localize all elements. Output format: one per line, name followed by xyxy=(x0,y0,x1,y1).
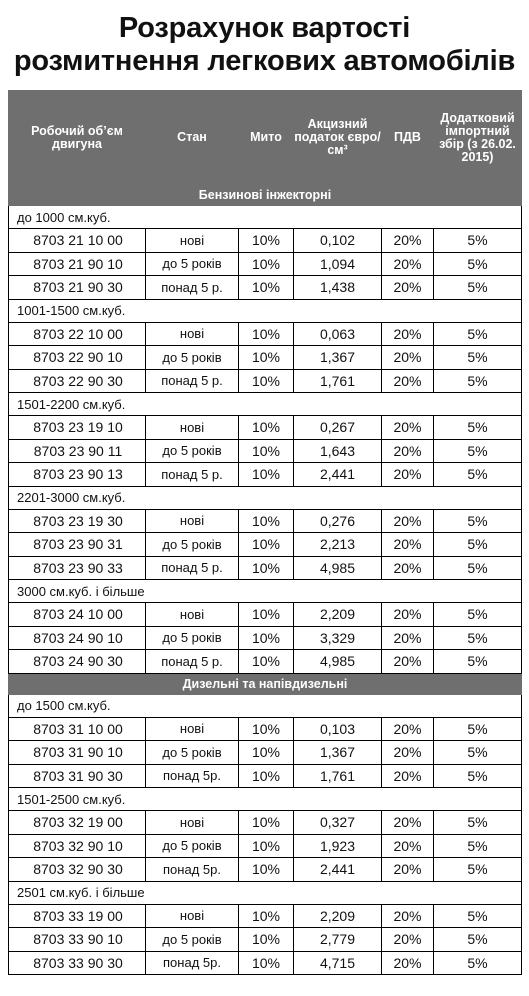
cell-code: 8703 22 90 10 xyxy=(9,346,146,370)
cell-duty: 10% xyxy=(239,717,294,741)
cell-excise: 0,063 xyxy=(294,322,382,346)
cell-vat: 20% xyxy=(382,650,434,674)
cell-excise: 4,715 xyxy=(294,951,382,975)
cell-duty: 10% xyxy=(239,928,294,952)
section-label: Бензинові інжекторні xyxy=(9,185,522,206)
table-row xyxy=(9,556,522,580)
table-row xyxy=(9,346,522,370)
table-row xyxy=(9,322,522,346)
cell-code: 8703 33 90 30 xyxy=(9,951,146,975)
cell-import-fee: 5% xyxy=(434,858,522,882)
cell-code: 8703 23 90 31 xyxy=(9,533,146,557)
cell-code: 8703 23 19 10 xyxy=(9,416,146,440)
cell-condition: нові xyxy=(146,416,239,440)
cell-import-fee: 5% xyxy=(434,509,522,533)
cell-excise: 0,103 xyxy=(294,717,382,741)
cell-excise: 1,643 xyxy=(294,439,382,463)
table-row xyxy=(9,276,522,300)
group-header-row xyxy=(9,299,522,322)
cell-excise: 1,094 xyxy=(294,252,382,276)
header-vat: ПДВ xyxy=(382,91,434,185)
cell-vat: 20% xyxy=(382,252,434,276)
table-row xyxy=(9,626,522,650)
cell-duty: 10% xyxy=(239,858,294,882)
cell-vat: 20% xyxy=(382,717,434,741)
cell-condition: нові xyxy=(146,509,239,533)
cell-import-fee: 5% xyxy=(434,533,522,557)
cell-excise: 1,761 xyxy=(294,369,382,393)
cell-code: 8703 21 90 30 xyxy=(9,276,146,300)
table-row xyxy=(9,858,522,882)
cell-code: 8703 32 90 10 xyxy=(9,834,146,858)
cell-vat: 20% xyxy=(382,322,434,346)
engine-volume-group-label: до 1500 см.куб. xyxy=(9,694,522,717)
cell-vat: 20% xyxy=(382,276,434,300)
cell-duty: 10% xyxy=(239,369,294,393)
cell-import-fee: 5% xyxy=(434,741,522,765)
cell-import-fee: 5% xyxy=(434,764,522,788)
cell-condition: понад 5р. xyxy=(146,951,239,975)
cell-duty: 10% xyxy=(239,811,294,835)
cell-condition: до 5 років xyxy=(146,834,239,858)
cell-duty: 10% xyxy=(239,951,294,975)
cell-condition: нові xyxy=(146,904,239,928)
cell-vat: 20% xyxy=(382,834,434,858)
engine-volume-group-label: 1501-2500 см.куб. xyxy=(9,788,522,811)
cell-duty: 10% xyxy=(239,904,294,928)
table-row xyxy=(9,439,522,463)
cell-condition: нові xyxy=(146,229,239,253)
cell-import-fee: 5% xyxy=(434,603,522,627)
cell-code: 8703 33 19 00 xyxy=(9,904,146,928)
engine-volume-group-label: 1501-2200 см.куб. xyxy=(9,393,522,416)
table-row xyxy=(9,369,522,393)
cell-code: 8703 23 90 11 xyxy=(9,439,146,463)
cell-excise: 2,209 xyxy=(294,904,382,928)
table-row xyxy=(9,951,522,975)
cell-vat: 20% xyxy=(382,416,434,440)
cell-condition: понад 5 р. xyxy=(146,556,239,580)
cell-import-fee: 5% xyxy=(434,369,522,393)
cell-code: 8703 22 10 00 xyxy=(9,322,146,346)
cell-condition: до 5 років xyxy=(146,626,239,650)
cell-code: 8703 31 90 30 xyxy=(9,764,146,788)
cell-excise: 1,367 xyxy=(294,346,382,370)
cell-vat: 20% xyxy=(382,928,434,952)
cell-duty: 10% xyxy=(239,603,294,627)
cell-code: 8703 24 90 30 xyxy=(9,650,146,674)
cell-vat: 20% xyxy=(382,229,434,253)
header-duty: Мито xyxy=(239,91,294,185)
cell-import-fee: 5% xyxy=(434,346,522,370)
section-label: Дизельні та напівдизельні xyxy=(9,673,522,694)
cell-vat: 20% xyxy=(382,858,434,882)
header-engine-volume: Робочий об’єм двигуна xyxy=(9,91,146,185)
table-row xyxy=(9,533,522,557)
cell-duty: 10% xyxy=(239,252,294,276)
cell-excise: 4,985 xyxy=(294,650,382,674)
section-header-row xyxy=(9,185,522,206)
cell-import-fee: 5% xyxy=(434,951,522,975)
cell-duty: 10% xyxy=(239,834,294,858)
cell-code: 8703 23 19 30 xyxy=(9,509,146,533)
cell-condition: понад 5 р. xyxy=(146,463,239,487)
cell-duty: 10% xyxy=(239,439,294,463)
table-row xyxy=(9,603,522,627)
cell-import-fee: 5% xyxy=(434,276,522,300)
cell-duty: 10% xyxy=(239,416,294,440)
cell-code: 8703 23 90 13 xyxy=(9,463,146,487)
cell-vat: 20% xyxy=(382,556,434,580)
cell-duty: 10% xyxy=(239,533,294,557)
cell-vat: 20% xyxy=(382,811,434,835)
cell-duty: 10% xyxy=(239,509,294,533)
cell-vat: 20% xyxy=(382,439,434,463)
cell-excise: 1,923 xyxy=(294,834,382,858)
cell-condition: до 5 років xyxy=(146,533,239,557)
cell-condition: до 5 років xyxy=(146,252,239,276)
cell-code: 8703 23 90 33 xyxy=(9,556,146,580)
cell-code: 8703 21 90 10 xyxy=(9,252,146,276)
cell-vat: 20% xyxy=(382,951,434,975)
cell-condition: до 5 років xyxy=(146,928,239,952)
cell-excise: 1,438 xyxy=(294,276,382,300)
cell-excise: 0,102 xyxy=(294,229,382,253)
cell-code: 8703 32 19 00 xyxy=(9,811,146,835)
cell-excise: 1,367 xyxy=(294,741,382,765)
engine-volume-group-label: 1001-1500 см.куб. xyxy=(9,299,522,322)
table-body xyxy=(9,185,522,975)
cell-vat: 20% xyxy=(382,626,434,650)
header-import-fee: Додатковий імпортний збір (з 26.02. 2015) xyxy=(434,91,522,185)
cell-excise: 3,329 xyxy=(294,626,382,650)
cell-excise: 2,779 xyxy=(294,928,382,952)
cell-vat: 20% xyxy=(382,369,434,393)
cell-duty: 10% xyxy=(239,346,294,370)
engine-volume-group-label: 2501 см.куб. і більше xyxy=(9,881,522,904)
cell-code: 8703 21 10 00 xyxy=(9,229,146,253)
header-excise: Акцизний податок євро/см³ xyxy=(294,91,382,185)
cell-import-fee: 5% xyxy=(434,556,522,580)
cell-condition: понад 5р. xyxy=(146,764,239,788)
cell-condition: нові xyxy=(146,811,239,835)
cell-excise: 0,267 xyxy=(294,416,382,440)
cell-duty: 10% xyxy=(239,764,294,788)
cell-duty: 10% xyxy=(239,463,294,487)
cell-import-fee: 5% xyxy=(434,322,522,346)
cell-import-fee: 5% xyxy=(434,811,522,835)
title-line-1: Розрахунок вартості xyxy=(118,12,411,44)
title-line-2: розмитнення легкових автомобілів xyxy=(13,45,516,77)
table-row xyxy=(9,650,522,674)
cell-import-fee: 5% xyxy=(434,626,522,650)
cell-duty: 10% xyxy=(239,741,294,765)
cell-condition: нові xyxy=(146,603,239,627)
cell-code: 8703 32 90 30 xyxy=(9,858,146,882)
cell-import-fee: 5% xyxy=(434,252,522,276)
table-row xyxy=(9,834,522,858)
header-condition: Стан xyxy=(146,91,239,185)
cell-code: 8703 33 90 10 xyxy=(9,928,146,952)
cell-excise: 2,209 xyxy=(294,603,382,627)
cell-excise: 4,985 xyxy=(294,556,382,580)
cell-condition: понад 5 р. xyxy=(146,650,239,674)
engine-volume-group-label: 2201-3000 см.куб. xyxy=(9,486,522,509)
cell-vat: 20% xyxy=(382,533,434,557)
cell-duty: 10% xyxy=(239,322,294,346)
cell-duty: 10% xyxy=(239,276,294,300)
cell-code: 8703 24 10 00 xyxy=(9,603,146,627)
table-row xyxy=(9,509,522,533)
cell-vat: 20% xyxy=(382,603,434,627)
table-row xyxy=(9,252,522,276)
group-header-row xyxy=(9,486,522,509)
cell-vat: 20% xyxy=(382,904,434,928)
cell-code: 8703 31 10 00 xyxy=(9,717,146,741)
cell-duty: 10% xyxy=(239,650,294,674)
cell-condition: понад 5 р. xyxy=(146,369,239,393)
engine-volume-group-label: 3000 см.куб. і більше xyxy=(9,580,522,603)
cell-excise: 1,761 xyxy=(294,764,382,788)
table-row xyxy=(9,928,522,952)
cell-import-fee: 5% xyxy=(434,717,522,741)
cell-vat: 20% xyxy=(382,741,434,765)
page-title xyxy=(0,0,529,90)
cell-import-fee: 5% xyxy=(434,439,522,463)
cell-code: 8703 22 90 30 xyxy=(9,369,146,393)
cell-condition: до 5 років xyxy=(146,346,239,370)
table-row xyxy=(9,741,522,765)
group-header-row xyxy=(9,881,522,904)
cell-duty: 10% xyxy=(239,626,294,650)
table-row xyxy=(9,904,522,928)
group-header-row xyxy=(9,788,522,811)
cell-import-fee: 5% xyxy=(434,416,522,440)
cell-condition: нові xyxy=(146,717,239,741)
cell-condition: понад 5р. xyxy=(146,858,239,882)
cell-import-fee: 5% xyxy=(434,928,522,952)
cell-vat: 20% xyxy=(382,509,434,533)
table-row xyxy=(9,463,522,487)
table-row xyxy=(9,811,522,835)
cell-vat: 20% xyxy=(382,346,434,370)
group-header-row xyxy=(9,393,522,416)
cell-import-fee: 5% xyxy=(434,650,522,674)
engine-volume-group-label: до 1000 см.куб. xyxy=(9,206,522,229)
cell-duty: 10% xyxy=(239,556,294,580)
group-header-row xyxy=(9,694,522,717)
cell-excise: 2,441 xyxy=(294,858,382,882)
group-header-row xyxy=(9,206,522,229)
cell-condition: понад 5 р. xyxy=(146,276,239,300)
cell-import-fee: 5% xyxy=(434,834,522,858)
cell-duty: 10% xyxy=(239,229,294,253)
table-row xyxy=(9,764,522,788)
table-row xyxy=(9,229,522,253)
group-header-row xyxy=(9,580,522,603)
customs-table xyxy=(8,90,522,975)
section-header-row xyxy=(9,673,522,694)
cell-code: 8703 31 90 10 xyxy=(9,741,146,765)
cell-import-fee: 5% xyxy=(434,229,522,253)
cell-excise: 0,327 xyxy=(294,811,382,835)
cell-condition: до 5 років xyxy=(146,741,239,765)
cell-excise: 2,213 xyxy=(294,533,382,557)
cell-vat: 20% xyxy=(382,764,434,788)
table-row xyxy=(9,416,522,440)
cell-vat: 20% xyxy=(382,463,434,487)
customs-table-container xyxy=(8,90,521,975)
cell-condition: нові xyxy=(146,322,239,346)
cell-code: 8703 24 90 10 xyxy=(9,626,146,650)
table-row xyxy=(9,717,522,741)
cell-import-fee: 5% xyxy=(434,904,522,928)
cell-excise: 0,276 xyxy=(294,509,382,533)
cell-import-fee: 5% xyxy=(434,463,522,487)
table-header xyxy=(9,91,522,185)
cell-excise: 2,441 xyxy=(294,463,382,487)
cell-condition: до 5 років xyxy=(146,439,239,463)
